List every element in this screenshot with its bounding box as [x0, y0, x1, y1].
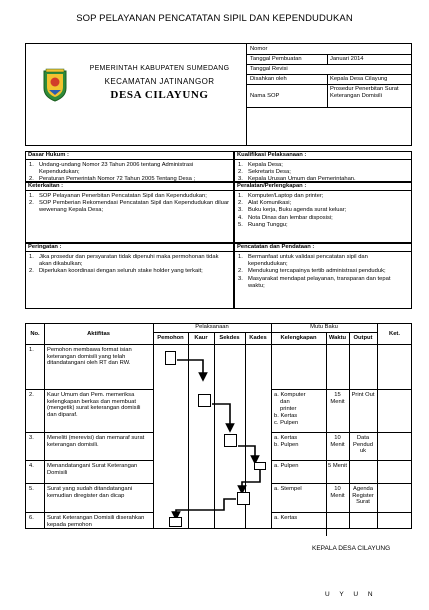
section-pencatatan-pendataan: Pencatatan dan Pendataan : 1. Bermanfaat untuk validasi pencatatan sipil dan kependudukan; 2. Mendukung tercapainya tertib administrasi penduduk; 3. Masyarakat mendapat pelayanan, transparan dan tepat waktu; [234, 243, 412, 309]
row2-kelengkapan-1: a. Komputer [274, 392, 306, 398]
list-item [238, 193, 408, 200]
flow-step-pemohon-start [165, 351, 176, 365]
list-item-number: 2. [29, 268, 34, 275]
list-item-number: 1. [238, 162, 243, 168]
list-item [29, 193, 230, 200]
row3-output: Data Pendud uk [353, 435, 373, 455]
row2-kelengkapan-5: c. Pulpen [274, 420, 299, 426]
list-item [238, 222, 408, 229]
list-item-text: Diperlukan koordinasi dengan seluruh stake holder yang terkait; [39, 268, 203, 275]
institution-block [26, 44, 247, 145]
list-item-number: 2. [29, 176, 34, 182]
flow-step-sekdes [224, 434, 237, 447]
list-item-text: Mendukung tercapainya tertib administrasi penduduk; [248, 268, 386, 275]
meta-row-tanggal-revisi: Tanggal Revisi [247, 65, 411, 75]
row2-output: Print Out [351, 392, 375, 398]
section-dasar-hukum: Dasar Hukum : 1. Undang-undang Nomor 23 Tahun 2006 tentang Administrasi Kependudukan; 2. Peraturan Pemerintah Nomor 72 Tahun 2005 Tentang Desa ; [25, 151, 234, 182]
flowchart-arrows [26, 324, 413, 530]
list-item-number: 1. [29, 162, 34, 168]
list-item-text: Komputer/Laptop dan printer; [248, 193, 324, 199]
list-item [238, 254, 408, 268]
section-peringatan: Peringatan : 1. Jika prosedur dan persyaratan tidak dipenuhi maka permohonan tidak akan dikabulkan; 2. Diperlukan koordinasi dengan seluruh stake holder yang terkait; [25, 243, 234, 309]
list-item-number: 5. [238, 221, 243, 228]
section-keterkaitan: Keterkaitan : 1. SOP Pelayanan Penerbitan Pencatatan Sipil dan Kependudukan; 2. SOP Pemberian Rekomendasi Pencatatan Sipil dan Kependudukan diluar wewenang Kepala Desa; [25, 182, 234, 243]
col-aktifitas: Aktifitas [87, 331, 110, 337]
row5-no: 5. [29, 486, 34, 492]
meta-row-tanggal-pembuatan: Tanggal Pembuatan Januari 2014 [247, 55, 411, 65]
row5-output: Agenda Register Surat [352, 486, 374, 506]
list-item-text: Masyarakat mendapat pelayanan, transparan dan tepat waktu; [248, 275, 391, 289]
document-title: SOP PELAYANAN PENCATATAN SIPIL DAN KEPENDUDUKAN [76, 13, 353, 24]
list-item [238, 215, 408, 222]
list-item [29, 200, 230, 214]
list-item-number: 3. [238, 207, 243, 214]
list-item-text: Buku kerja, Buku agenda surat keluar; [248, 207, 347, 214]
col-kaur: Kaur [194, 335, 208, 341]
col-output: Output [353, 335, 373, 341]
list-item [29, 254, 230, 268]
col-mutu-baku: Mutu Baku [310, 324, 338, 330]
flow-step-kades [254, 462, 266, 470]
sop-meta-table [247, 44, 411, 145]
signature-name: U Y U N [325, 591, 377, 598]
row3-waktu: 10 Menit [330, 435, 345, 448]
row4-kelengkapan-1: a. Pulpen [274, 463, 299, 469]
list-item-text: Nota Dinas dan lembar disposisi; [248, 214, 333, 221]
row2-kelengkapan-3: printer [280, 406, 297, 412]
list-item-number: 2. [29, 200, 34, 207]
section-peralatan: Peralatan/Perlengkapan : 1. Komputer/Laptop dan printer; 2. Alat Komunikasi; 3. Buku kerja, Buku agenda surat keluar; 4. Nota Dinas dan lembar disposisi; 5. Ruang Tunggu; [234, 182, 412, 243]
list-item-text: SOP Pelayanan Penerbitan Pencatatan Sipil dan Kependudukan; [39, 193, 207, 199]
col-pemohon: Pemohon [157, 335, 184, 341]
procedure-table [25, 323, 412, 529]
row1-aktifitas: Pemohon membawa format isian keterangan domisili yang telah ditandatangani oleh RT dan RW. [47, 347, 132, 367]
col-kelengkapan: Kelengkapan [280, 335, 317, 341]
list-item [238, 276, 408, 290]
list-item [238, 169, 408, 176]
list-item-text: SOP Pemberian Rekomendasi Pencatatan Sipil dan Kependudukan diluar wewenang Kepala Desa; [39, 200, 230, 214]
list-item-text: Undang-undang Nomor 23 Tahun 2006 tentang Administrasi Kependudukan; [39, 162, 194, 176]
flow-step-register [237, 492, 250, 505]
row3-kelengkapan-1: a. Kertas [274, 435, 298, 441]
col-ket: Ket. [389, 331, 400, 337]
list-item-number: 1. [238, 254, 243, 260]
col-sekdes: Sekdes [219, 335, 240, 341]
list-item-number: 2. [238, 169, 243, 176]
flow-step-kaur [198, 394, 211, 407]
list-item-text: Jika prosedur dan persyaratan tidak dipenuhi maka permohonan tidak akan dikabulkan; [39, 254, 219, 268]
list-item [238, 207, 408, 214]
row5-waktu: 10 Menit [330, 486, 345, 499]
row3-kelengkapan-2: b. Pulpen [274, 442, 299, 448]
row4-no: 4. [29, 463, 34, 469]
list-item-number: 1. [29, 254, 34, 260]
row2-no: 2. [29, 392, 34, 398]
list-item [238, 200, 408, 207]
row3-aktifitas: Meneliti (merevisi) dan memaraf surat keterangan domisili. [47, 435, 145, 448]
row5-aktifitas: Surat yang sudah ditandatangani kemudian diregister dan dicap [47, 486, 133, 499]
col-pelaksanaan: Pelaksanaan [195, 324, 229, 330]
list-item [238, 268, 408, 275]
sumedang-emblem-icon [40, 68, 70, 102]
row4-waktu: 5 Menit [327, 463, 347, 469]
signature-title: KEPALA DESA CILAYUNG [312, 545, 391, 552]
row2-kelengkapan-2: dan [280, 399, 290, 405]
list-item [29, 162, 230, 176]
col-no: No. [30, 331, 40, 337]
row2-aktifitas: Kaur Umum dan Pem. memeriksa kelengkapan berkas dan membuat (mengetik) surat keterangan domisili dan diparaf. [47, 392, 141, 418]
list-item-text: Bermanfaat untuk validasi pencatatan sipil dan kependudukan; [248, 254, 368, 268]
list-item-text: Kepala Urusan Umum dan Pemerintahan. [248, 176, 356, 182]
row6-no: 6. [29, 515, 34, 521]
sop-header [25, 43, 412, 146]
list-item-text: Sekretaris Desa; [248, 169, 291, 176]
list-item-text: Kepala Desa; [248, 162, 283, 168]
list-item-number: 3. [238, 176, 243, 182]
meta-row-nomor: Nomor [247, 44, 411, 55]
list-item-number: 1. [29, 193, 34, 199]
list-item-text: Peraturan Pemerintah Nomor 72 Tahun 2005 Tentang Desa ; [39, 176, 196, 182]
col-waktu: Waktu [328, 335, 347, 341]
row5-kelengkapan-1: a. Stempel [274, 486, 302, 492]
list-item-number: 2. [238, 200, 243, 207]
list-item-number: 2. [238, 268, 243, 275]
section-kualifikasi-pelaksanaan: Kualifikasi Pelaksanaan : 1. Kepala Desa; 2. Sekretaris Desa; 3. Kepala Urusan Umum dan Pemerintahan. [234, 151, 412, 182]
list-item-text: Ruang Tunggu; [248, 221, 288, 228]
list-item [29, 268, 230, 275]
institution-district: KECAMATAN JATINANGOR [104, 77, 215, 86]
col-kades: Kades [249, 335, 267, 341]
meta-row-nama-sop: Nama SOP Prosedur Penerbitan Surat Keterangan Domisili [247, 85, 411, 108]
row4-aktifitas: Menandatangani Surat Keterangan Domisili [47, 463, 138, 476]
institution-regency: PEMERINTAH KABUPATEN SUMEDANG [89, 65, 230, 72]
row2-waktu: 15 Menit [330, 392, 345, 405]
row6-aktifitas: Surat Keterangan Domisili diserahkan kepada pemohon [47, 515, 145, 528]
list-item-number: 4. [238, 214, 243, 221]
list-item-text: Alat Komunikasi; [248, 200, 292, 207]
meta-row-disahkan: Disahkan oleh Kepala Desa Cilayung [247, 75, 411, 85]
row6-kelengkapan-1: a. Kertas [274, 515, 298, 521]
institution-village: DESA CILAYUNG [110, 89, 209, 101]
row3-no: 3. [29, 435, 34, 441]
list-item-number: 1. [238, 193, 243, 199]
row1-no: 1. [29, 347, 34, 353]
flow-step-pemohon-end [169, 517, 182, 527]
list-item [238, 162, 408, 169]
row2-kelengkapan-4: b. Kertas [274, 413, 298, 419]
list-item-number: 3. [238, 275, 243, 282]
